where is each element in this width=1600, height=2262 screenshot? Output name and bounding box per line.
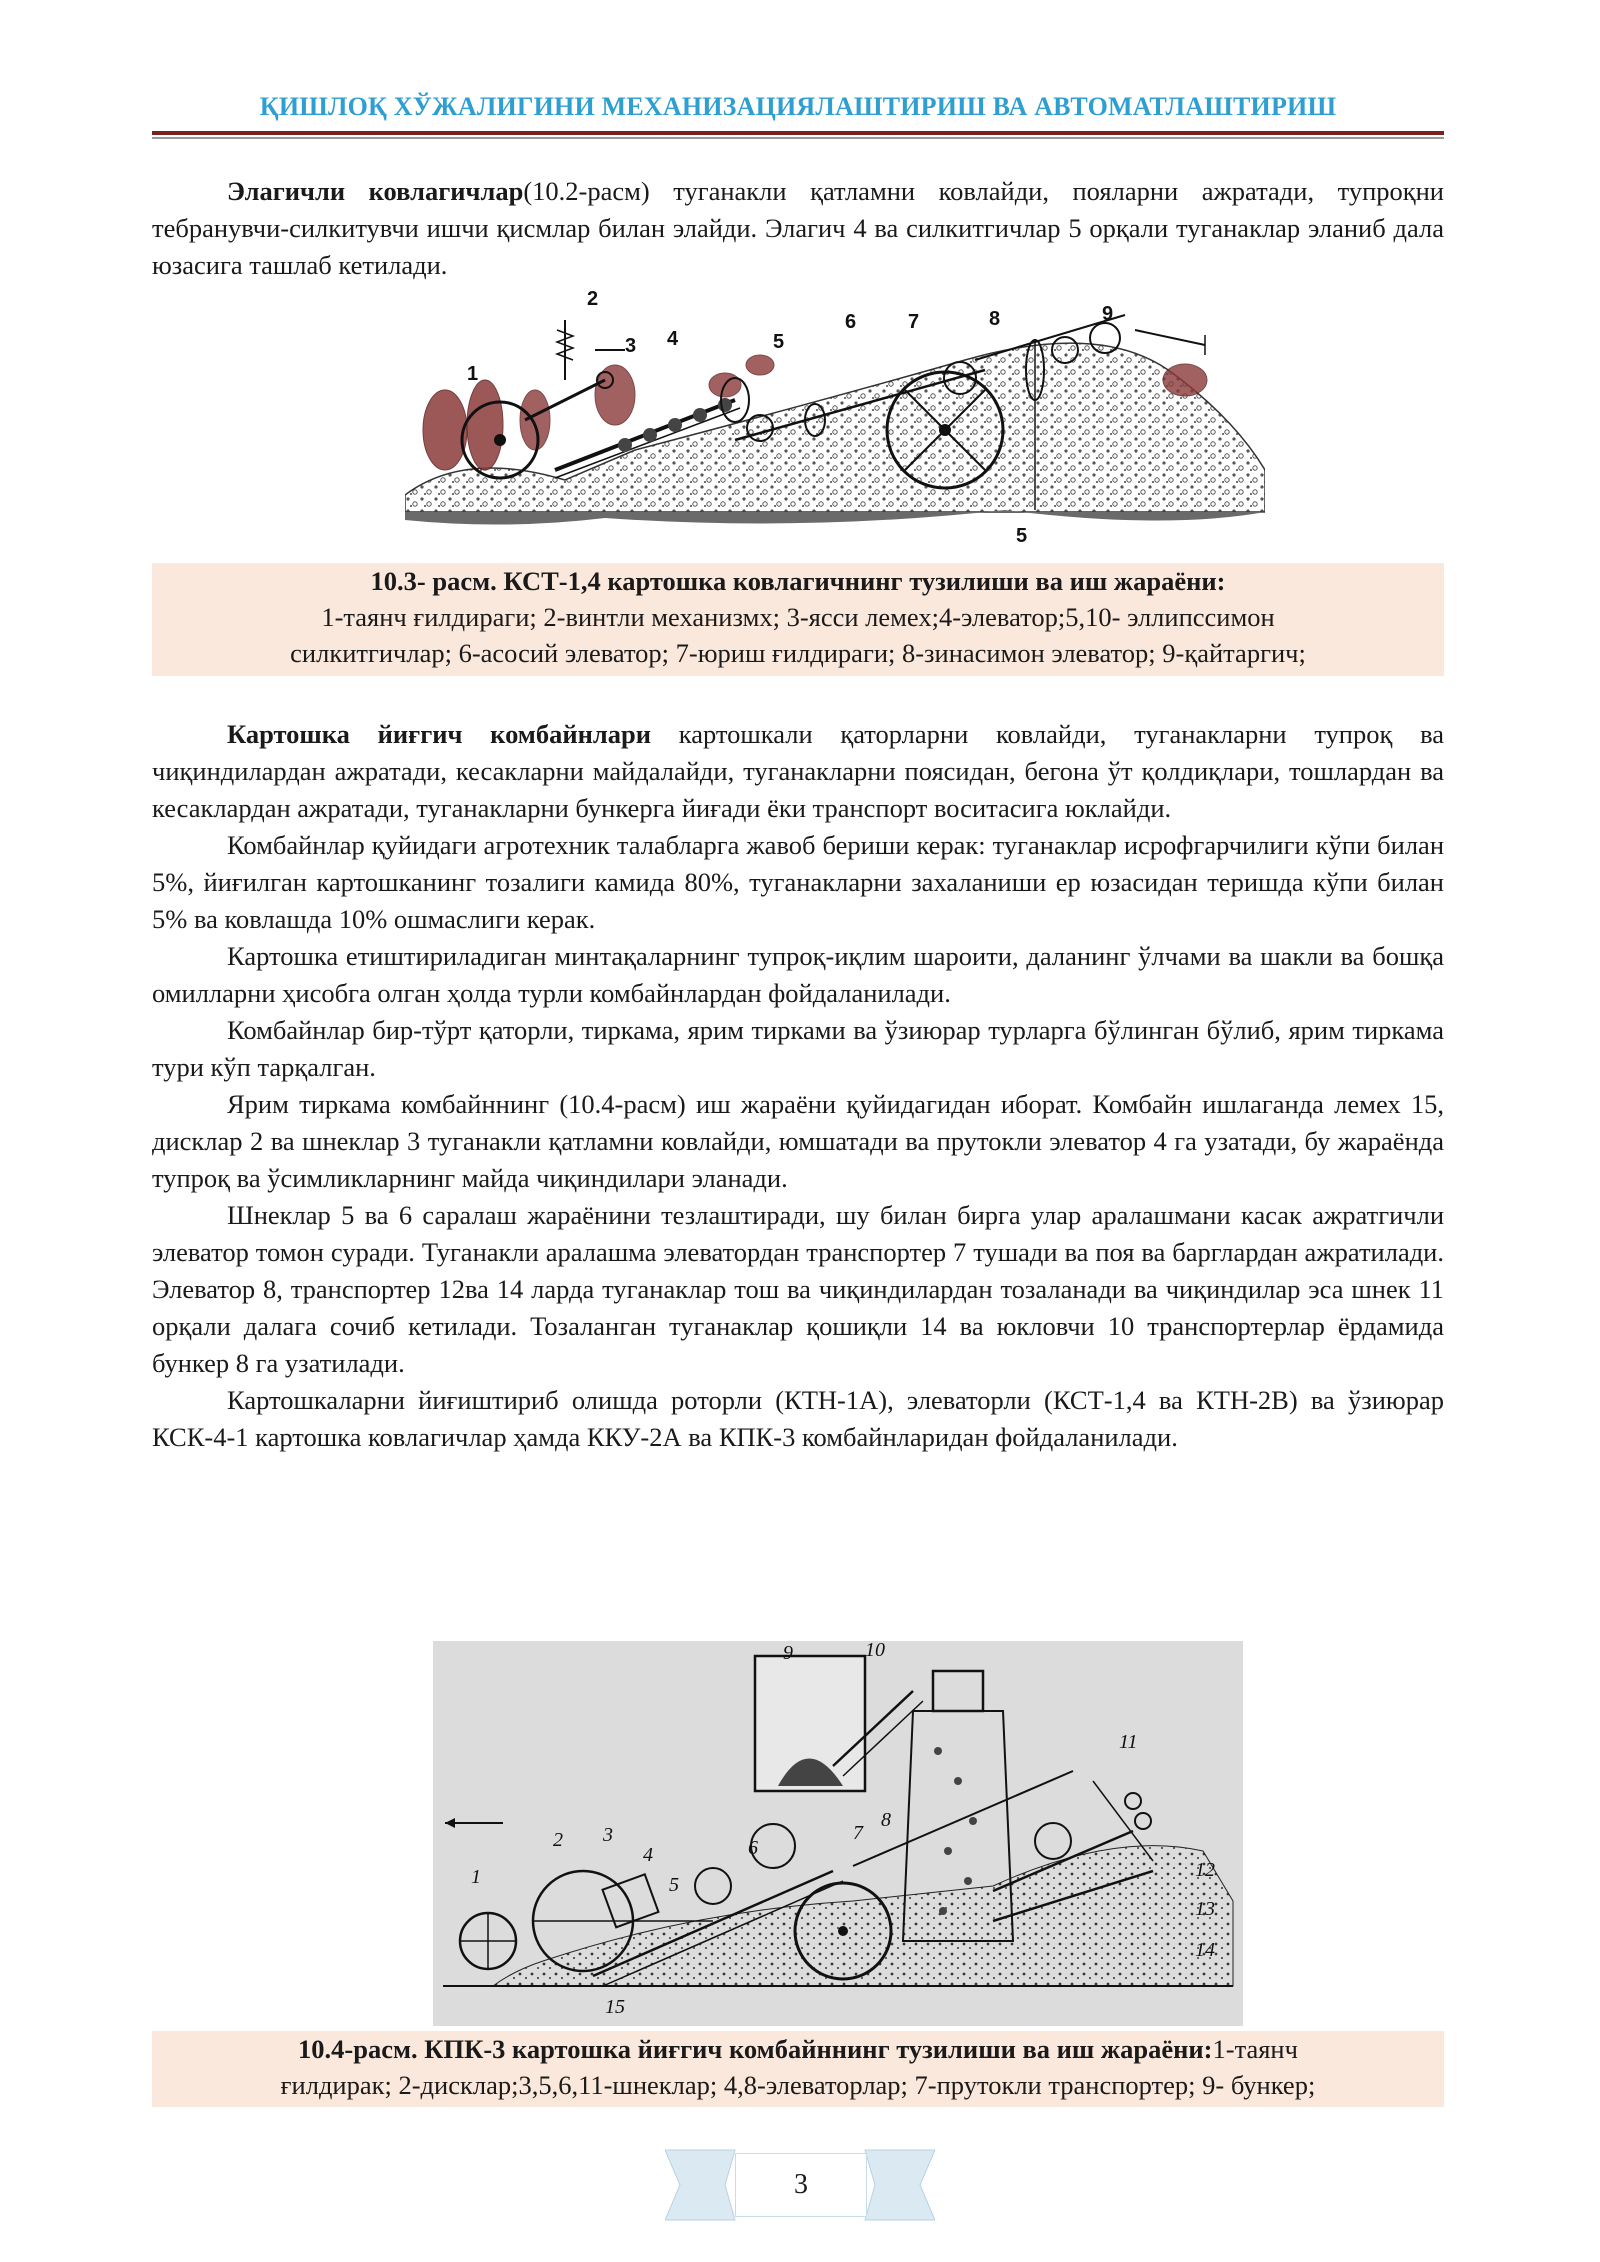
fig1-label-5b: 5 bbox=[1016, 525, 1028, 545]
caption-line: 1-таянч bbox=[1212, 2034, 1298, 2064]
fig2-label-10: 10 bbox=[865, 1641, 885, 1661]
fig1-label-9: 9 bbox=[1102, 303, 1114, 325]
para1-text: (10.2-расм) туганакли қатламни ковлайди, пояларни ажратади, тупроқни тебранувчи-силкитувчи ишчи қисмлар билан элайди. Элагич 4 ва силкитгичлар 5 орқали туганаклар эланиб дала юзасига ташлаб кетилади. bbox=[152, 176, 1444, 280]
term-harvesters: Картошка йиғгич комбайнлари bbox=[227, 719, 652, 749]
fig2-label-5: 5 bbox=[669, 1874, 679, 1896]
para2-text: картошкали қаторларни ковлайди, туганакларни тупроқ ва чиқиндилардан ажратади, кесакларни майдалайди, туганакларни поясидан, бегона ўт қолдиқлари, тошлардан ва кесаклардан ажратади, туганакларни бункерга йиғади ёки транспорт воситасига юклайди. bbox=[152, 719, 1444, 823]
fig2-label-13: 13 bbox=[1195, 1898, 1215, 1920]
fig2-label-1: 1 bbox=[471, 1866, 481, 1888]
running-header: ҚИШЛОҚ ХЎЖАЛИГИНИ МЕХАНИЗАЦИЯЛАШТИРИШ ВА АВТОМАТЛАШТИРИШ bbox=[259, 92, 1337, 121]
caption-title: 10.4-расм. КПК-3 картошка йиғгич комбайннинг тузилиши ва иш жараёни: bbox=[298, 2034, 1213, 2064]
fig2-label-3: 3 bbox=[603, 1824, 613, 1846]
header-rule-thin bbox=[152, 137, 1444, 139]
fig2-label-8: 8 bbox=[881, 1809, 891, 1831]
fig1-label-1: 1 bbox=[467, 363, 479, 385]
fig2-label-12: 12 bbox=[1195, 1859, 1215, 1881]
fig2-label-6: 6 bbox=[748, 1837, 758, 1859]
fig2-label-14: 14 bbox=[1195, 1939, 1215, 1961]
term-sieve-diggers: Элагичли ковлагичлар bbox=[227, 176, 524, 206]
fig1-label-7: 7 bbox=[908, 311, 920, 333]
paragraph-machines: Картошкаларни йиғиштириб олишда роторли (КТН-1А), элеваторли (КСТ-1,4 ва КТН-2В) ва ўзиюрар КСК-4-1 картошка ковлагичлар ҳамда ККУ-2А ва КПК-3 комбайнларидан фойдаланилади. bbox=[152, 1385, 1444, 1452]
fig1-label-8: 8 bbox=[989, 308, 1001, 330]
figure-caption-10-3 bbox=[152, 563, 1444, 676]
fig1-label-2: 2 bbox=[587, 288, 599, 310]
fig2-label-4: 4 bbox=[643, 1844, 653, 1866]
paragraph-process: Ярим тиркама комбайннинг (10.4-расм) иш жараёни қуйидагидан иборат. Комбайн ишлаганда лемех 15, дисклар 2 ва шнеклар 3 туганакли қатламни ковлайди, юмшатади ва прутокли элеватор 4 га узатади, бу жараёнда тупроқ ва ўсимликларнинг майда чиқиндилари эланади. bbox=[152, 1089, 1444, 1193]
paragraph-augers: Шнеклар 5 ва 6 саралаш жараёнини тезлаштиради, шу билан бирга улар аралашмани касак ажратгичли элеватор томон суради. Туганакли аралашма элеватордан транспортер 7 тушади ва поя ва барглардан ажратилади. Элеватор 8, транспортер 12ва 14 ларда туганаклар тош ва чиқиндилардан тозаланади ва чиқиндилар эса шнек 11 орқали далага сочиб кетилади. Тозаланган туганаклар қошиқли 14 ва юкловчи 10 транспортерлар ёрдамида бункер 8 га узатилади. bbox=[152, 1200, 1444, 1378]
fig2-label-2: 2 bbox=[553, 1829, 563, 1851]
fig1-label-3: 3 bbox=[625, 335, 637, 357]
paragraph-sieve-diggers bbox=[152, 173, 1444, 284]
fig2-label-11: 11 bbox=[1119, 1731, 1138, 1753]
header-rule bbox=[152, 131, 1444, 135]
figure-kst-digger bbox=[405, 280, 1265, 545]
caption-line: силкитгичлар; 6-асосий элеватор; 7-юриш ғилдираги; 8-зинасимон элеватор; 9-қайтаргич; bbox=[290, 638, 1306, 668]
fig1-label-4: 4 bbox=[667, 328, 679, 350]
fig1-label-5: 5 bbox=[773, 331, 785, 353]
figure-caption-10-4 bbox=[152, 2031, 1444, 2107]
fig2-label-7: 7 bbox=[853, 1822, 863, 1844]
paragraph-requirements: Комбайнлар қуйидаги агротехник талабларга жавоб бериши керак: туганаклар исрофгарчилиги кўпи билан 5%, йиғилган картошканинг тозалиги камида 80%, туганакларни захаланиши ер юзасидан теришда кўпи билан 5% ва ковлашда 10% ошмаслиги керак. bbox=[152, 830, 1444, 934]
caption-title: 10.3- расм. КСТ-1,4 картошка ковлагичнинг тузилиши ва иш жараёни: bbox=[370, 566, 1226, 596]
fig2-label-9: 9 bbox=[783, 1642, 793, 1664]
caption-line: 1-таянч ғилдираги; 2-винтли механизмх; 3-ясси лемех;4-элеватор;5,10- эллипссимон bbox=[321, 602, 1275, 632]
paragraph-harvesters bbox=[152, 716, 1444, 1456]
fig2-label-15: 15 bbox=[605, 1996, 625, 2018]
fig1-label-6: 6 bbox=[845, 311, 857, 333]
paragraph-conditions: Картошка етиштириладиган минтақаларнинг тупроқ-иқлим шароити, даланинг ўлчами ва шакли ва бошқа омилларни ҳисобга олган ҳолда турли комбайнлардан фойдаланилади. bbox=[152, 941, 1444, 1008]
caption-line: ғилдирак; 2-дисклар;3,5,6,11-шнеклар; 4,8-элеваторлар; 7-прутокли транспортер; 9- бункер; bbox=[280, 2070, 1316, 2100]
figure-kpk-combine bbox=[433, 1641, 1243, 2026]
paragraph-types: Комбайнлар бир-тўрт қаторли, тиркама, ярим тирками ва ўзиюрар турларга бўлинган бўлиб, ярим тиркама тури кўп тарқалган. bbox=[152, 1015, 1444, 1082]
page-number: 3 bbox=[735, 2153, 867, 2217]
